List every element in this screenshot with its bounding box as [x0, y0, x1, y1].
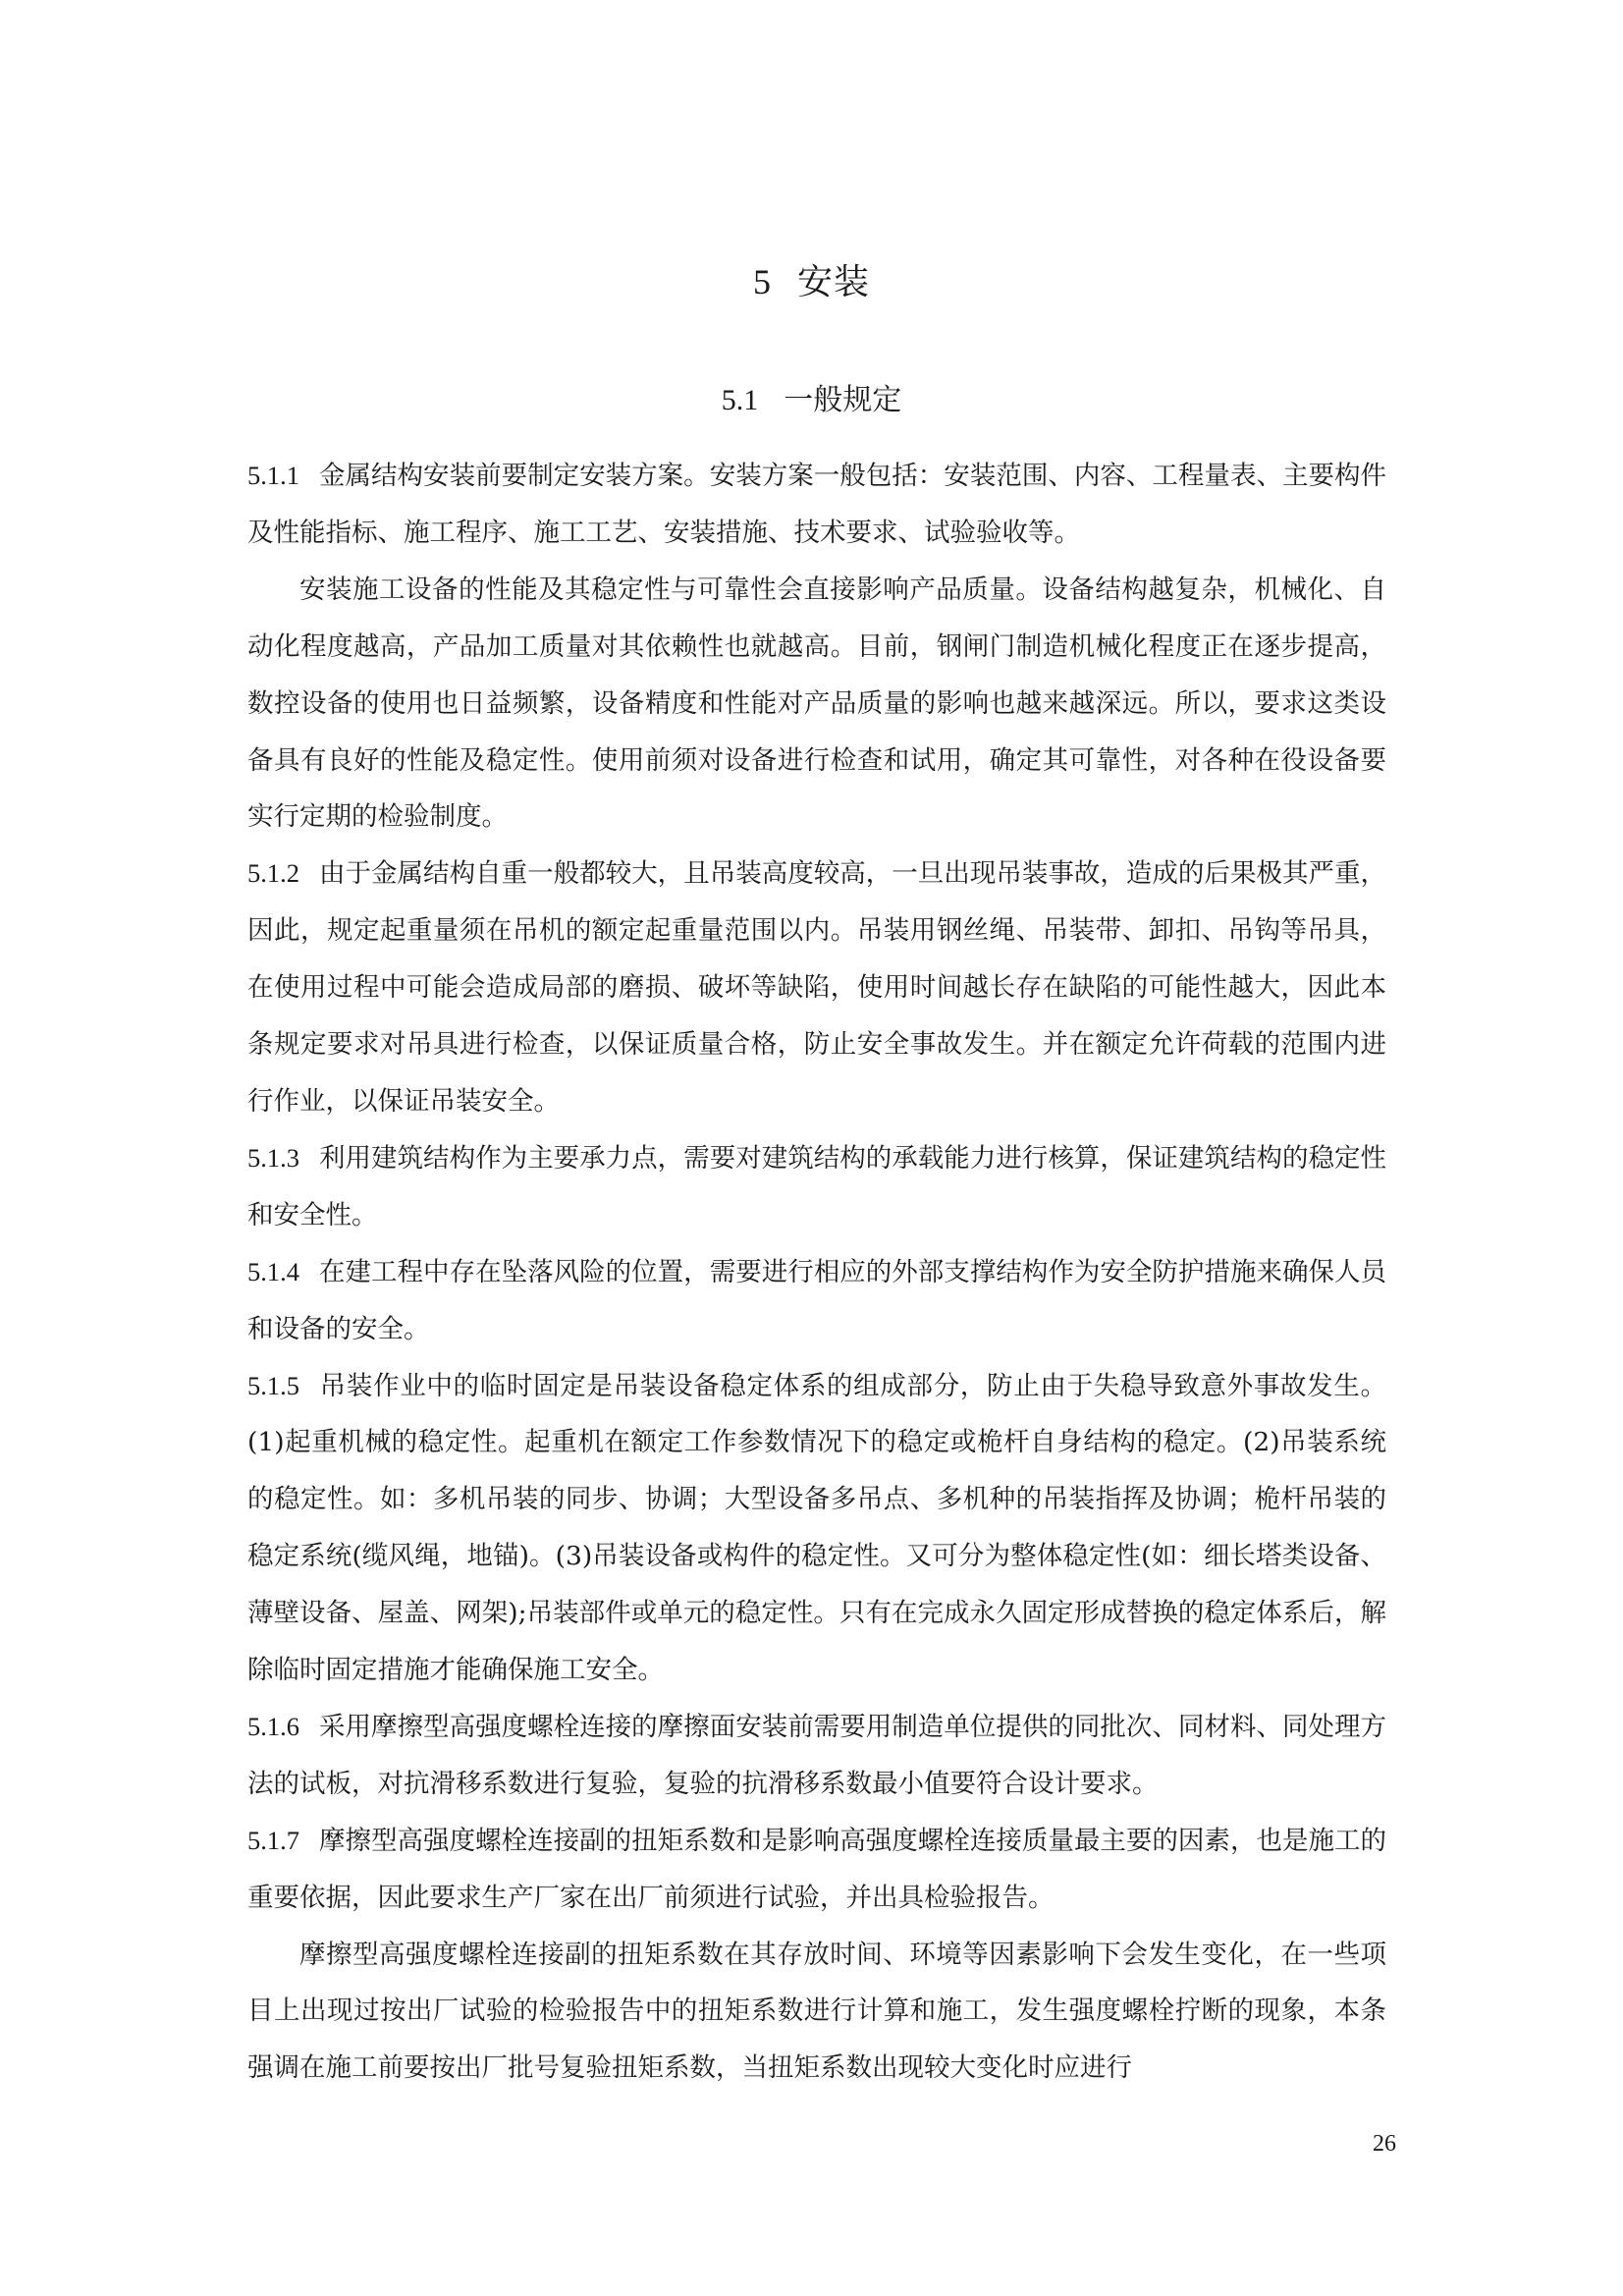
clause-number: 5.1.6	[247, 1711, 299, 1741]
clause-5-1-1-explanation: 安装施工设备的性能及其稳定性与可靠性会直接影响产品质量。设备结构越复杂，机械化、自动化程度越高，产品加工质量对其依赖性也就越高。目前，钢闸门制造机械化程度正在逐步提高，数控设备的使用也日益频繁，设备精度和性能对产品质量的影响也越来越深远。所以，要求这类设备具有良好的性能及稳定性。使用前须对设备进行检查和试用，确定其可靠性，对各种在役设备要实行定期的检验制度。	[247, 574, 1386, 833]
chapter-number: 5	[752, 262, 772, 301]
clause-text: 摩擦型高强度螺栓连接副的扭矩系数和是影响高强度螺栓连接质量最主要的因素，也是施工的重要依据，因此要求生产厂家在出厂前须进行试验，并出具检验报告。	[247, 1825, 1386, 1913]
clause-5-1-3	[247, 1130, 1386, 1244]
section-title	[0, 379, 1623, 422]
clause-text: 采用摩擦型高强度螺栓连接的摩擦面安装前需要用制造单位提供的同批次、同材料、同处理方法的试板，对抗滑移系数进行复验，复验的抗滑移系数最小值要符合设计要求。	[247, 1711, 1386, 1799]
clause-number: 5.1.7	[247, 1825, 299, 1855]
clause-text: 由于金属结构自重一般都较大，且吊装高度较高，一旦出现吊装事故，造成的后果极其严重，因此，规定起重量须在吊机的额定起重量范围以内。吊装用钢丝绳、吊装带、卸扣、吊钩等吊具，在使用过程中可能会造成局部的磨损、破坏等缺陷，使用时间越长存在缺陷的可能性越大，因此本条规定要求对吊具进行检查，以保证质量合格，防止安全事故发生。并在额定允许荷载的范围内进行作业，以保证吊装安全。	[247, 858, 1386, 1117]
clause-number: 5.1.1	[247, 461, 299, 490]
clause-number: 5.1.4	[247, 1256, 299, 1286]
clause-number: 5.1.3	[247, 1142, 299, 1173]
clause-number: 5.1.5	[247, 1370, 299, 1400]
clause-text: 利用建筑结构作为主要承力点，需要对建筑结构的承载能力进行核算，保证建筑结构的稳定性和安全性。	[247, 1142, 1386, 1230]
clause-5-1-5	[247, 1358, 1386, 1699]
clause-5-1-1	[247, 448, 1386, 562]
section-number: 5.1	[721, 384, 759, 416]
clause-text: 在建工程中存在坠落风险的位置，需要进行相应的外部支撑结构作为安全防护措施来确保人员和设备的安全。	[247, 1256, 1386, 1344]
clause-5-1-4	[247, 1244, 1386, 1358]
clause-text: 吊装作业中的临时固定是吊装设备稳定体系的组成部分，防止由于失稳导致意外事故发生。(1)起重机械的稳定性。起重机在额定工作参数情况下的稳定或桅杆自身结构的稳定。(2)吊装系统的稳定性。如：多机吊装的同步、协调；大型设备多吊点、多机种的吊装指挥及协调；桅杆吊装的稳定系统(缆风绳，地锚)。(3)吊装设备或构件的稳定性。又可分为整体稳定性(如：细长塔类设备、薄壁设备、屋盖、网架);吊装部件或单元的稳定性。只有在完成永久固定形成替换的稳定体系后，解除临时固定措施才能确保施工安全。	[247, 1370, 1386, 1686]
body-text	[247, 448, 1386, 2097]
clause-text: 金属结构安装前要制定安装方案。安装方案一般包括：安装范围、内容、工程量表、主要构件及性能指标、施工程序、施工工艺、安装措施、技术要求、试验验收等。	[247, 461, 1386, 548]
chapter-title-text: 安装	[796, 262, 870, 302]
clause-5-1-7-explanation: 摩擦型高强度螺栓连接副的扭矩系数在其存放时间、环境等因素影响下会发生变化，在一些项目上出现过按出厂试验的检验报告中的扭矩系数进行计算和施工，发生强度螺栓拧断的现象，本条强调在施工前要按出厂批号复验扭矩系数，当扭矩系数出现较大变化时应进行	[247, 1939, 1386, 2084]
page-number: 26	[1373, 2131, 1396, 2157]
clause-5-1-6	[247, 1699, 1386, 1813]
chapter-title	[0, 257, 1623, 307]
clause-5-1-2	[247, 846, 1386, 1130]
clause-number: 5.1.2	[247, 858, 299, 889]
clause-5-1-7	[247, 1813, 1386, 1927]
section-title-text: 一般规定	[784, 383, 902, 417]
